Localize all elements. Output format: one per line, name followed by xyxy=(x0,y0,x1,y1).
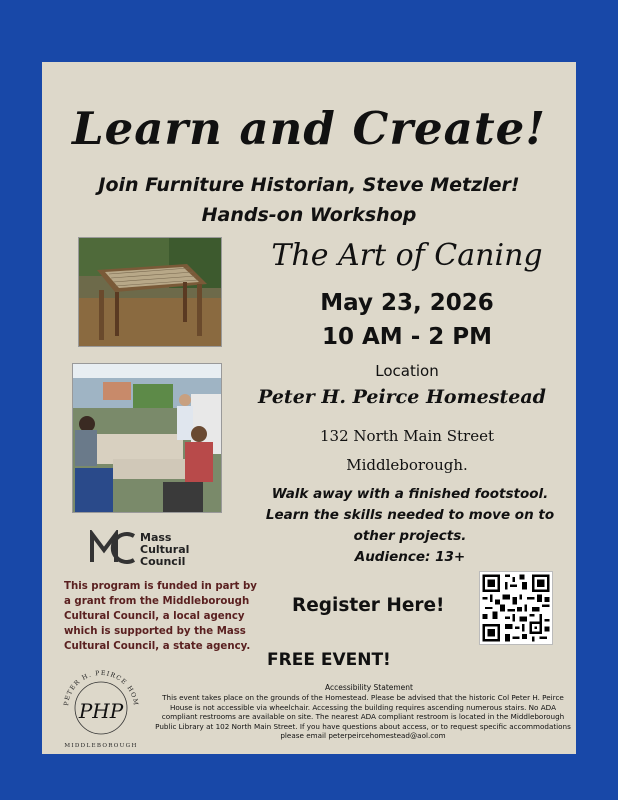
venue-town: Middleborough. xyxy=(346,456,468,474)
mass-cultural-council-logo xyxy=(90,530,210,568)
poster-subtitle-host: Join Furniture Historian, Steve Metzler! xyxy=(98,174,520,196)
logo-ring-text: PETER H. PEIRCE HOM xyxy=(62,669,140,707)
event-date: May 23, 2026 xyxy=(320,290,494,316)
peirce-homestead-logo xyxy=(56,660,146,750)
logo-monogram: PHP xyxy=(78,699,124,723)
mcc-logo-text: Mass Cultural Council xyxy=(140,531,190,568)
detail-line: Walk away with a finished footstool. xyxy=(271,486,549,502)
logo-bottom-text: MIDDLEBOROUGH xyxy=(64,743,138,749)
poster-title: Learn and Create! xyxy=(71,102,546,155)
register-label: Register Here! xyxy=(292,595,445,616)
event-poster xyxy=(42,62,576,754)
detail-line: other projects. xyxy=(353,528,467,544)
audience-line: Audience: 13+ xyxy=(354,549,466,565)
mcc-mark-icon xyxy=(90,530,136,566)
free-event-label: FREE EVENT! xyxy=(267,650,391,670)
location-label: Location xyxy=(375,362,439,380)
accessibility-statement: This event takes place on the grounds of the Homestead. Please be advised that the historic Col Peter H. Peirce House is not accessible via wheelchair. Accessing the building requires ascending numerous stairs. No ADA compliant restrooms are available on site. The nearest ADA compliant restroom is located in the Middleborough Public Library at 102 North Main Street. If you have questions about access, or to request specific accommodations please email peterpeircehomestead@aol.com xyxy=(155,693,571,741)
funding-statement: This program is funded in part by a grant from the Middleborough Cultural Council, a local agency which is supported by the Mass Cultural Council, a state agency. xyxy=(64,581,257,652)
event-time: 10 AM - 2 PM xyxy=(321,324,493,350)
workshop-name: The Art of Caning xyxy=(271,238,543,273)
workshop-photo xyxy=(72,363,222,513)
accessibility-title: Accessibility Statement xyxy=(324,683,413,692)
registration-qr-code[interactable] xyxy=(479,571,553,645)
venue-street: 132 North Main Street xyxy=(320,427,494,445)
workshop-details xyxy=(260,484,560,568)
poster-subtitle-workshop: Hands-on Workshop xyxy=(201,204,417,226)
detail-line: Learn the skills needed to move on to xyxy=(265,507,555,523)
chair-photo xyxy=(78,237,222,347)
venue-name: Peter H. Peirce Homestead xyxy=(258,386,546,408)
